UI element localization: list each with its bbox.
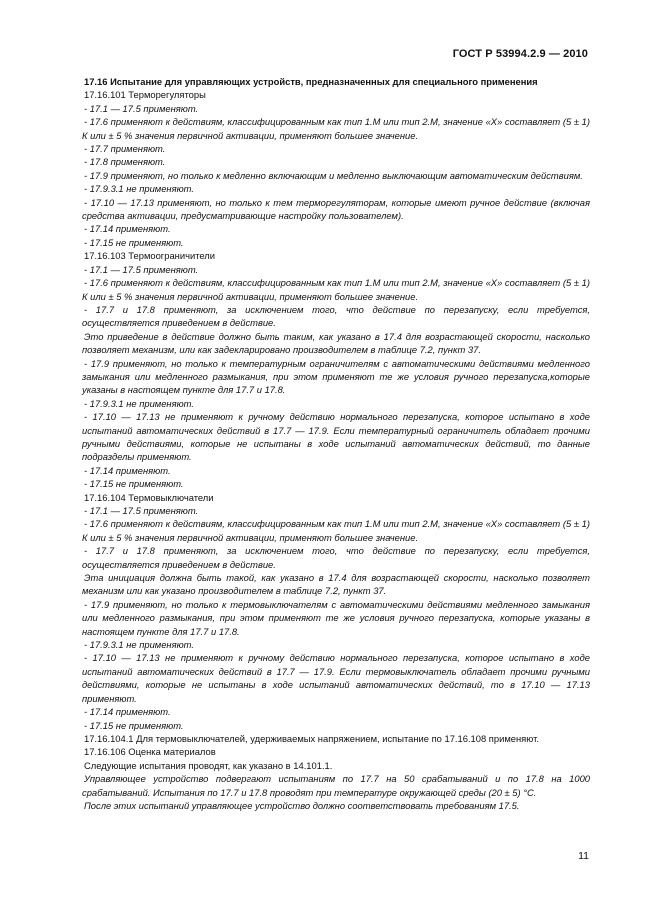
paragraph: - 17.7 применяют. [84, 143, 166, 155]
paragraph: - 17.10 — 17.13 не применяют к ручному действию нормального перезапуска, которое испытано в ходе испытаний автоматических действий в 17.7 — 17.9. Если термовыключатель обладает прочими ручными действиями, которые не испытаны в ходе испытаний автоматических действий, то в 17.10 — 17.13 применяют. [82, 652, 590, 704]
paragraph: - 17.9.3.1 не применяют. [84, 183, 194, 195]
paragraph: - 17.9 применяют, но только к температурным ограничителям с автоматическими действиями медленного замыкания или медленного размыкания, при этом применяют те же условия ручного перезапуска,которые указаны в настоящем пункте для 17.7 и 17.8. [82, 357, 590, 396]
paragraph: - 17.14 применяют. [84, 223, 171, 235]
paragraph: - 17.1 — 17.5 применяют. [84, 505, 199, 516]
paragraph: - 17.15 не применяют. [84, 478, 184, 490]
paragraph: - 17.6 применяют к действиям, классифицированным как тип 1.М или тип 2.М, значение «Х» составляет (5 ± 1) К или ± 5 % значения первичной активации, применяют большее значение. [82, 518, 590, 543]
paragraph: - 17.9 применяют, но только к термовыключателям с автоматическими действиями медленного замыкания или медленного размыкания, при этом применяют те же условия ручного перезапуска, которые указаны в настоящем пункте для 17.7 и 17.8. [82, 598, 590, 637]
paragraph: - 17.6 применяют к действиям, классифицированным как тип 1.М или тип 2.М, значение «Х» составляет (5 ± 1) К или ± 5 % значения первичной активации, применяют большее значение. [82, 116, 590, 141]
document-body [82, 75, 590, 812]
paragraph: - 17.9 применяют, но только к медленно включающим и медленно выключающим автоматическим действиям. [84, 169, 583, 181]
paragraph: После этих испытаний управляющее устройство должно соответствовать требованиям 17.5. [84, 799, 520, 811]
paragraph: 17.16.104 Термовыключатели [84, 491, 214, 503]
paragraph: Управляющее устройство подвергают испытаниям по 17.7 на 50 срабатываний и по 17.8 на 1000 срабатываний. Испытания по 17.7 и 17.8 проводят при температуре окружающей среды (20 ± 5) °С. [82, 773, 590, 798]
paragraph: 17.16.104.1 Для термовыключателей, удерживаемых напряжением, испытание по 17.16.108 применяют. [84, 732, 539, 744]
paragraph: - 17.8 применяют. [84, 156, 166, 168]
section-heading: 17.16 Испытание для управляющих устройств, предназначенных для специального применения [84, 76, 538, 87]
paragraph: 17.16.106 Оценка материалов [84, 746, 216, 758]
paragraph: - 17.9.3.1 не применяют. [84, 397, 194, 409]
paragraph: 17.16.101 Терморегуляторы [84, 89, 206, 101]
paragraph: - 17.9.3.1 не применяют. [84, 639, 194, 651]
paragraph: Это приведение в действие должно быть таким, как указано в 17.4 для возрастающей скорости, насколько позволяет механизм, или как задекларировано производителем в таблице 7.2, пункт 37. [82, 330, 590, 356]
paragraph: - 17.15 не применяют. [84, 719, 184, 731]
paragraph: - 17.10 — 17.13 не применяют к ручному действию нормального перезапуска, которое испытано в ходе испытаний автоматических действий в 17.7 — 17.9. Если температурный ограничитель обладает прочими ручными действиями, которые не испытаны в ходе испытаний автоматических действий, то данные подразделы применяют. [82, 411, 590, 463]
paragraph: - 17.15 не применяют. [84, 236, 184, 248]
paragraph: 17.16.103 Термоограничители [84, 250, 215, 262]
paragraph: Эта инициация должна быть такой, как указано в 17.4 для возрастающей скорости, насколько позволяет механизм или как указано производителем в таблице 7.2, пункт 37. [82, 572, 590, 597]
paragraph: - 17.14 применяют. [84, 464, 171, 476]
paragraph: - 17.10 — 17.13 применяют, но только к тем терморегуляторам, которые имеют ручное действие (включая средства активации, предусматривающие настройку пользователем). [82, 196, 590, 222]
paragraph: - 17.1 — 17.5 применяют. [84, 263, 199, 275]
paragraph: Следующие испытания проводят, как указано в 14.101.1. [84, 759, 333, 771]
paragraph: - 17.1 — 17.5 применяют. [84, 102, 199, 114]
paragraph: - 17.14 применяют. [84, 706, 171, 718]
paragraph: - 17.7 и 17.8 применяют, за исключением того, что действие по перезапуску, если требуется, осуществляется приведением в действие. [82, 303, 590, 329]
page-number: 11 [578, 850, 589, 862]
standard-header: ГОСТ Р 53994.2.9 — 2010 [452, 48, 588, 60]
paragraph: - 17.6 применяют к действиям, классифицированным как тип 1.М или тип 2.М, значение «Х» составляет (5 ± 1) К или ± 5 % значения первичной активации, применяют большее значение. [82, 277, 590, 302]
paragraph: - 17.7 и 17.8 применяют, за исключением того, что действие по перезапуску, если требуется, осуществляется приведением в действие. [82, 545, 590, 570]
